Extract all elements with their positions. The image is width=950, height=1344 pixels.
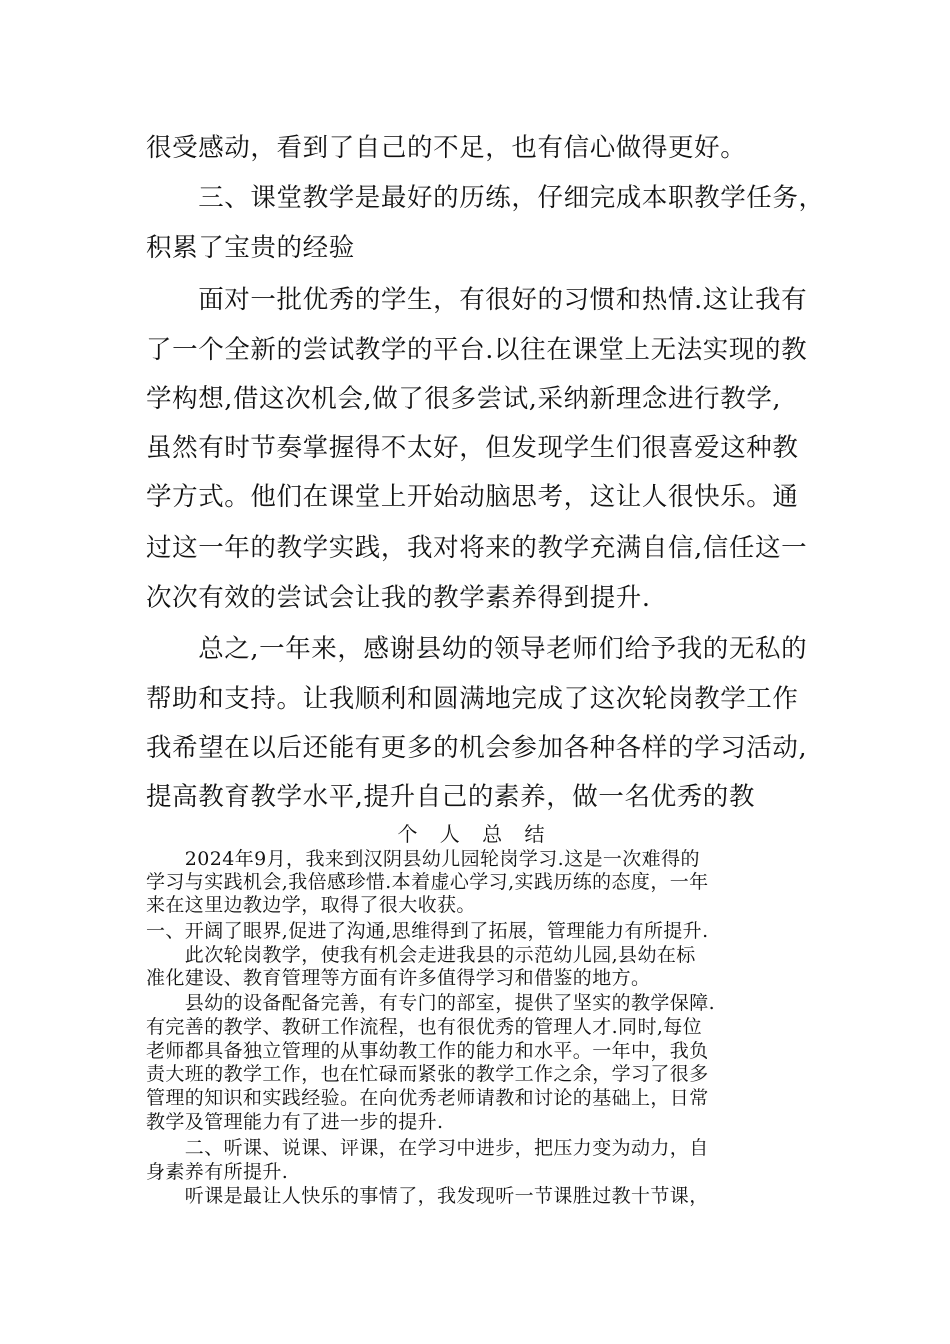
text-line: 二、听课、说课、评课，在学习中进步，把压力变为动力，自 <box>146 1137 709 1159</box>
text-line: 教学及管理能力有了进一步的提升. <box>146 1111 444 1133</box>
text-line: 了一个全新的尝试教学的平台.以往在课堂上无法实现的教 <box>146 335 808 365</box>
document-title: 个 人 总 结 <box>397 822 553 846</box>
text-line: 我希望在以后还能有更多的机会参加各种各样的学习活动, <box>146 733 808 763</box>
text-line: 虽然有时节奏掌握得不太好，但发现学生们很喜爱这种教 <box>146 433 799 463</box>
text-line: 有完善的教学、教研工作流程，也有很优秀的管理人才.同时,每位 <box>146 1016 703 1038</box>
text-line: 提高教育教学水平,提升自己的素养，做一名优秀的教 <box>146 782 756 812</box>
text-line: 管理的知识和实践经验。在向优秀老师请教和讨论的基础上，日常 <box>146 1087 709 1109</box>
text-line: 老师都具备独立管理的从事幼教工作的能力和水平。一年中，我负 <box>146 1040 709 1062</box>
text-line: 一、开阔了眼界,促进了沟通,思维得到了拓展，管理能力有所提升. <box>146 920 709 942</box>
text-line: 三、课堂教学是最好的历练，仔细完成本职教学任务， <box>146 183 825 213</box>
text-line: 学方式。他们在课堂上开始动脑思考，这让人很快乐。通 <box>146 482 799 512</box>
text-line: 面对一批优秀的学生，有很好的习惯和热情.这让我有 <box>146 285 808 315</box>
text-line: 次次有效的尝试会让我的教学素养得到提升. <box>146 583 651 613</box>
text-line: 此次轮岗教学，使我有机会走进我县的示范幼儿园,县幼在标 <box>146 944 696 966</box>
text-line: 2024年9月，我来到汉阴县幼儿园轮岗学习.这是一次难得的 <box>146 848 700 870</box>
text-line: 来在这里边教边学，取得了很大收获。 <box>146 894 476 916</box>
text-line: 准化建设、教育管理等方面有许多值得学习和借鉴的地方。 <box>146 967 651 989</box>
text-line: 责大班的教学工作，也在忙碌而紧张的教学工作之余，学习了很多 <box>146 1063 709 1085</box>
text-line: 帮助和支持。让我顺利和圆满地完成了这次轮岗教学工作 <box>146 684 799 714</box>
text-line: 过这一年的教学实践，我对将来的教学充满自信,信任这一 <box>146 533 808 563</box>
text-line: 县幼的设备配备完善，有专门的部室，提供了坚实的教学保障. <box>146 992 716 1014</box>
text-line: 听课是最让人快乐的事情了，我发现听一节课胜过教十节课， <box>146 1185 709 1207</box>
text-line: 很受感动，看到了自己的不足，也有信心做得更好。 <box>146 133 747 163</box>
text-line: 积累了宝贵的经验 <box>146 233 355 263</box>
text-line: 学构想,借这次机会,做了很多尝试,采纳新理念进行教学, <box>146 384 782 414</box>
text-line: 总之,一年来，感谢县幼的领导老师们给予我的无私的 <box>146 634 808 664</box>
text-line: 学习与实践机会,我倍感珍惜.本着虚心学习,实践历练的态度，一年 <box>146 871 709 893</box>
text-line: 身素养有所提升. <box>146 1161 289 1183</box>
